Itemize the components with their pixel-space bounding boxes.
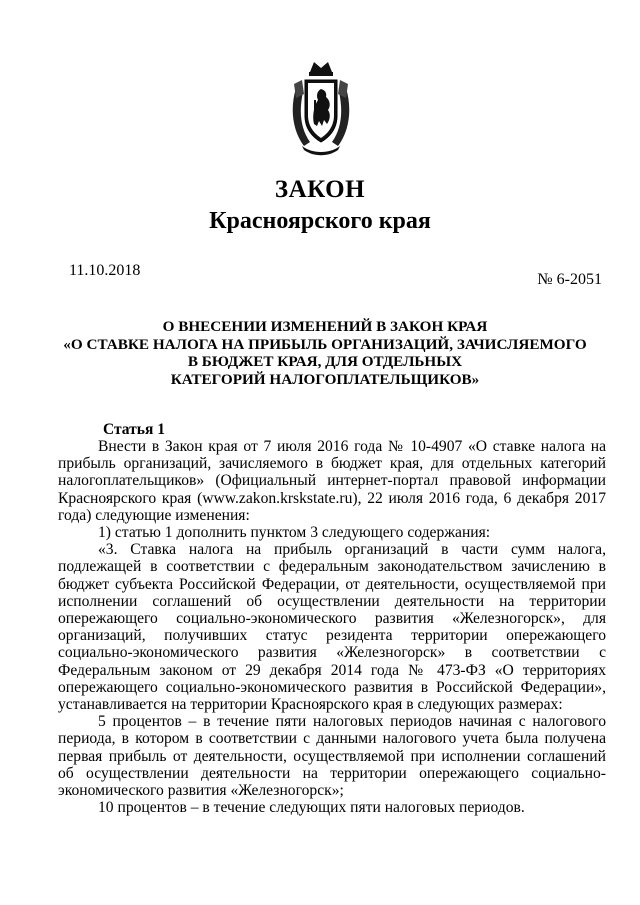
paragraph: 5 процентов – в течение пяти налоговых периодов начиная с налогового периода, в котором в соответствии с данными налогового учета была получена первая прибыль от деятельности, осуществляемой при исполнении соглашений об осуществлении деятельности на территории опережающего социально-экономического развития «Железногорск»; xyxy=(58,713,606,800)
paragraph: 10 процентов – в течение следующих пяти налоговых периодов. xyxy=(98,799,525,817)
document-date: 11.10.2018 xyxy=(69,262,141,279)
krasnoyarsk-coat-of-arms-icon xyxy=(288,58,354,158)
article-title: Статья 1 xyxy=(103,421,165,438)
paragraph: «3. Ставка налога на прибыль организаций в части сумм налога, подлежащей в соответствии с федеральным законодательством зачислению в бюджет субъекта Российской Федерации, от деятельности, осуществляемой при исполнении соглашений об осуществлении деятельности на территории опережающего социально-экономического развития «Железногорск», для организаций, получивших статус резидента территории опережающего социально-экономического развития «Железногорск» в соответствии с Федеральным законом от 29 декабря 2014 года № 473-ФЗ «О территориях опережающего социально-экономического развития в Российской Федерации», устанавливается на территории Красноярского края в следующих размерах: xyxy=(58,541,606,714)
document-number: № 6-2051 xyxy=(537,271,602,288)
document-title: ЗАКОН xyxy=(274,176,366,203)
law-heading-line: О ВНЕСЕНИИ ИЗМЕНЕНИЙ В ЗАКОН КРАЯ xyxy=(162,318,488,335)
law-heading-line: «О СТАВКЕ НАЛОГА НА ПРИБЫЛЬ ОРГАНИЗАЦИЙ, ЗАЧИСЛЯЕМОГО xyxy=(63,335,587,353)
law-heading xyxy=(40,318,610,388)
law-heading-line: КАТЕГОРИЙ НАЛОГОПЛАТЕЛЬЩИКОВ» xyxy=(170,370,480,388)
document-subtitle: Красноярского края xyxy=(209,208,431,234)
article-body xyxy=(58,438,606,816)
law-heading-line: В БЮДЖЕТ КРАЯ, ДЛЯ ОТДЕЛЬНЫХ xyxy=(187,353,463,370)
paragraph: Внести в Закон края от 7 июля 2016 года № 10-4907 «О ставке налога на прибыль организаций, зачисляемого в бюджет края, для отдельных категорий налогоплательщиков» (Официальный интернет-портал правовой информации Красноярского края (www.zakon.krskstate.ru), 22 июля 2016 года, 6 декабря 2017 года) следующие изменения: xyxy=(58,438,606,524)
paragraph: 1) статью 1 дополнить пунктом 3 следующего содержания: xyxy=(98,524,491,542)
